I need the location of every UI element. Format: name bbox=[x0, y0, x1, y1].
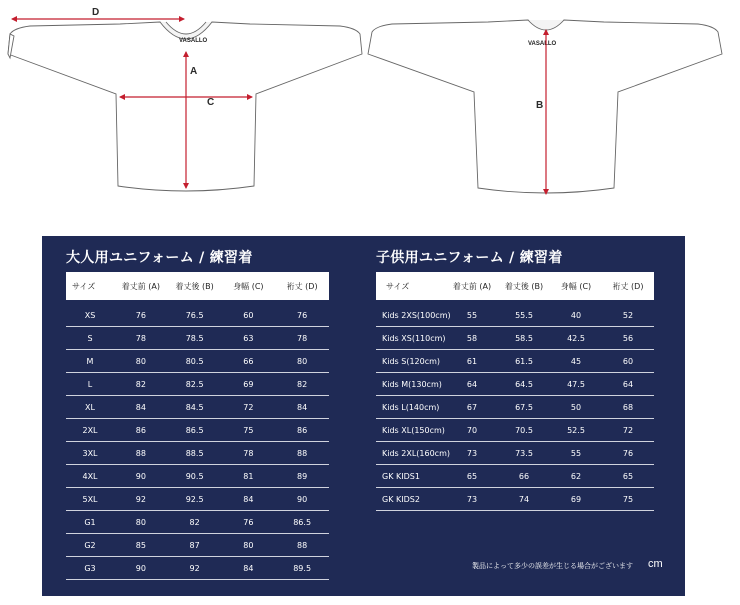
kids-table-body bbox=[376, 304, 654, 511]
value-cell: 55.5 bbox=[515, 310, 533, 320]
value-cell: 64 bbox=[622, 379, 634, 389]
tolerance-note: 製品によって多少の誤差が生じる場合がございます bbox=[472, 562, 633, 570]
value-cell: 78 bbox=[297, 333, 308, 343]
value-cell: 68 bbox=[622, 402, 634, 412]
value-cell: 90 bbox=[135, 471, 146, 481]
value-cell: 65 bbox=[622, 471, 634, 481]
value-cell: 64.5 bbox=[515, 379, 533, 389]
value-cell: 58.5 bbox=[515, 333, 533, 343]
adult-table-header bbox=[66, 272, 329, 300]
header-width: 身幅 (C) bbox=[233, 281, 264, 291]
back-brand-logo: VASALLO bbox=[528, 41, 557, 47]
unit-label: cm bbox=[648, 558, 663, 570]
kids-size-table bbox=[376, 236, 654, 511]
table-row bbox=[66, 465, 329, 488]
table-row bbox=[376, 442, 654, 465]
size-cell: Kids L(140cm) bbox=[382, 402, 440, 412]
value-cell: 60 bbox=[622, 356, 634, 366]
value-cell: 47.5 bbox=[567, 379, 585, 389]
value-cell: 50 bbox=[570, 402, 582, 412]
size-cell: Kids S(120cm) bbox=[382, 356, 441, 366]
value-cell: 84 bbox=[297, 402, 308, 412]
table-row bbox=[66, 350, 329, 373]
value-cell: 92 bbox=[135, 494, 146, 504]
value-cell: 78 bbox=[243, 448, 254, 458]
table-row bbox=[376, 396, 654, 419]
value-cell: 86 bbox=[297, 425, 308, 435]
value-cell: 80 bbox=[135, 517, 146, 527]
header-width: 身幅 (C) bbox=[560, 281, 592, 291]
value-cell: 76 bbox=[243, 517, 254, 527]
header-size: サイズ bbox=[72, 281, 96, 291]
size-cell: GK KIDS2 bbox=[382, 494, 420, 504]
value-cell: 80 bbox=[243, 540, 254, 550]
value-cell: 89 bbox=[297, 471, 308, 481]
header-length-back: 着丈後 (B) bbox=[504, 281, 544, 291]
value-cell: 84 bbox=[135, 402, 146, 412]
size-cell: Kids XL(150cm) bbox=[382, 425, 445, 435]
value-cell: 72 bbox=[622, 425, 634, 435]
value-cell: 69 bbox=[570, 494, 582, 504]
value-cell: 78.5 bbox=[185, 333, 204, 343]
value-cell: 52 bbox=[622, 310, 634, 320]
table-row bbox=[66, 396, 329, 419]
size-cell: Kids XS(110cm) bbox=[382, 333, 446, 343]
value-cell: 88 bbox=[135, 448, 146, 458]
value-cell: 82 bbox=[189, 517, 200, 527]
value-cell: 86.5 bbox=[293, 517, 312, 527]
table-row bbox=[66, 327, 329, 350]
value-cell: 69 bbox=[243, 379, 254, 389]
size-cell: G1 bbox=[84, 517, 96, 527]
table-row bbox=[66, 304, 329, 327]
value-cell: 52.5 bbox=[567, 425, 585, 435]
value-cell: 76 bbox=[297, 310, 308, 320]
label-d: D bbox=[92, 7, 100, 18]
kids-table-header bbox=[376, 272, 654, 300]
adult-table-title: 大人用ユニフォーム / 練習着 bbox=[66, 250, 253, 266]
value-cell: 82 bbox=[297, 379, 308, 389]
value-cell: 88 bbox=[297, 448, 308, 458]
value-cell: 80 bbox=[135, 356, 146, 366]
value-cell: 86.5 bbox=[185, 425, 204, 435]
value-cell: 78 bbox=[135, 333, 146, 343]
value-cell: 55 bbox=[466, 310, 478, 320]
header-sleeve: 裄丈 (D) bbox=[612, 281, 644, 291]
value-cell: 82.5 bbox=[185, 379, 204, 389]
value-cell: 73.5 bbox=[515, 448, 533, 458]
value-cell: 60 bbox=[243, 310, 254, 320]
value-cell: 58 bbox=[466, 333, 478, 343]
size-cell: L bbox=[87, 379, 93, 389]
table-row bbox=[376, 373, 654, 396]
value-cell: 88.5 bbox=[185, 448, 204, 458]
table-row bbox=[66, 419, 329, 442]
size-cell: 3XL bbox=[82, 448, 98, 458]
value-cell: 67.5 bbox=[515, 402, 533, 412]
value-cell: 81 bbox=[243, 471, 254, 481]
value-cell: 61 bbox=[466, 356, 478, 366]
value-cell: 40 bbox=[570, 310, 582, 320]
table-row bbox=[376, 488, 654, 511]
table-row bbox=[66, 373, 329, 396]
value-cell: 62 bbox=[570, 471, 582, 481]
value-cell: 84.5 bbox=[185, 402, 204, 412]
value-cell: 80.5 bbox=[185, 356, 204, 366]
value-cell: 61.5 bbox=[515, 356, 533, 366]
value-cell: 74 bbox=[518, 494, 530, 504]
adult-size-table bbox=[66, 236, 329, 580]
label-b: B bbox=[536, 100, 544, 111]
value-cell: 55 bbox=[570, 448, 582, 458]
value-cell: 67 bbox=[466, 402, 478, 412]
table-row bbox=[66, 442, 329, 465]
value-cell: 80 bbox=[297, 356, 308, 366]
value-cell: 72 bbox=[243, 402, 254, 412]
header-size: サイズ bbox=[386, 281, 410, 291]
size-cell: S bbox=[87, 333, 93, 343]
table-row bbox=[66, 511, 329, 534]
kids-table-title: 子供用ユニフォーム / 練習着 bbox=[376, 250, 563, 266]
value-cell: 76 bbox=[622, 448, 634, 458]
header-sleeve: 裄丈 (D) bbox=[286, 281, 318, 291]
size-cell: G3 bbox=[84, 563, 96, 573]
table-row bbox=[376, 327, 654, 350]
size-cell: GK KIDS1 bbox=[382, 471, 420, 481]
value-cell: 73 bbox=[466, 448, 478, 458]
value-cell: 70 bbox=[466, 425, 478, 435]
table-row bbox=[376, 419, 654, 442]
size-cell: 5XL bbox=[82, 494, 98, 504]
value-cell: 87 bbox=[189, 540, 200, 550]
table-row bbox=[66, 534, 329, 557]
value-cell: 76.5 bbox=[185, 310, 204, 320]
size-chart-panel bbox=[42, 236, 685, 596]
value-cell: 66 bbox=[518, 471, 530, 481]
adult-table-body bbox=[66, 304, 329, 580]
value-cell: 65 bbox=[466, 471, 478, 481]
value-cell: 73 bbox=[466, 494, 478, 504]
table-row bbox=[66, 557, 329, 580]
value-cell: 56 bbox=[622, 333, 634, 343]
value-cell: 90 bbox=[297, 494, 308, 504]
header-length-front: 着丈前 (A) bbox=[121, 281, 160, 291]
value-cell: 86 bbox=[135, 425, 146, 435]
label-c: C bbox=[207, 97, 215, 108]
value-cell: 89.5 bbox=[293, 563, 312, 573]
table-row bbox=[376, 304, 654, 327]
value-cell: 82 bbox=[135, 379, 146, 389]
size-cell: XS bbox=[84, 310, 96, 320]
value-cell: 75 bbox=[243, 425, 254, 435]
size-cell: Kids 2XS(100cm) bbox=[382, 310, 451, 320]
table-row bbox=[66, 488, 329, 511]
header-length-front: 着丈前 (A) bbox=[452, 281, 492, 291]
value-cell: 66 bbox=[243, 356, 254, 366]
value-cell: 64 bbox=[466, 379, 478, 389]
label-a: A bbox=[190, 66, 198, 77]
header-length-back: 着丈後 (B) bbox=[175, 281, 214, 291]
value-cell: 84 bbox=[243, 563, 254, 573]
value-cell: 90.5 bbox=[185, 471, 204, 481]
value-cell: 85 bbox=[135, 540, 146, 550]
table-row bbox=[376, 350, 654, 373]
front-jersey bbox=[8, 22, 362, 191]
size-cell: Kids M(130cm) bbox=[382, 379, 442, 389]
value-cell: 45 bbox=[570, 356, 582, 366]
table-row bbox=[376, 465, 654, 488]
size-cell: G2 bbox=[84, 540, 96, 550]
value-cell: 88 bbox=[297, 540, 308, 550]
jersey-diagram bbox=[0, 0, 740, 210]
value-cell: 92.5 bbox=[185, 494, 204, 504]
size-cell: 4XL bbox=[82, 471, 98, 481]
value-cell: 42.5 bbox=[567, 333, 585, 343]
value-cell: 75 bbox=[622, 494, 634, 504]
size-cell: 2XL bbox=[82, 425, 98, 435]
value-cell: 90 bbox=[135, 563, 146, 573]
value-cell: 76 bbox=[135, 310, 146, 320]
value-cell: 63 bbox=[243, 333, 254, 343]
value-cell: 92 bbox=[189, 563, 200, 573]
size-cell: XL bbox=[85, 402, 95, 412]
value-cell: 84 bbox=[243, 494, 254, 504]
value-cell: 70.5 bbox=[515, 425, 533, 435]
size-cell: Kids 2XL(160cm) bbox=[382, 448, 450, 458]
front-brand-logo: VASALLO bbox=[179, 38, 208, 44]
size-cell: M bbox=[86, 356, 94, 366]
